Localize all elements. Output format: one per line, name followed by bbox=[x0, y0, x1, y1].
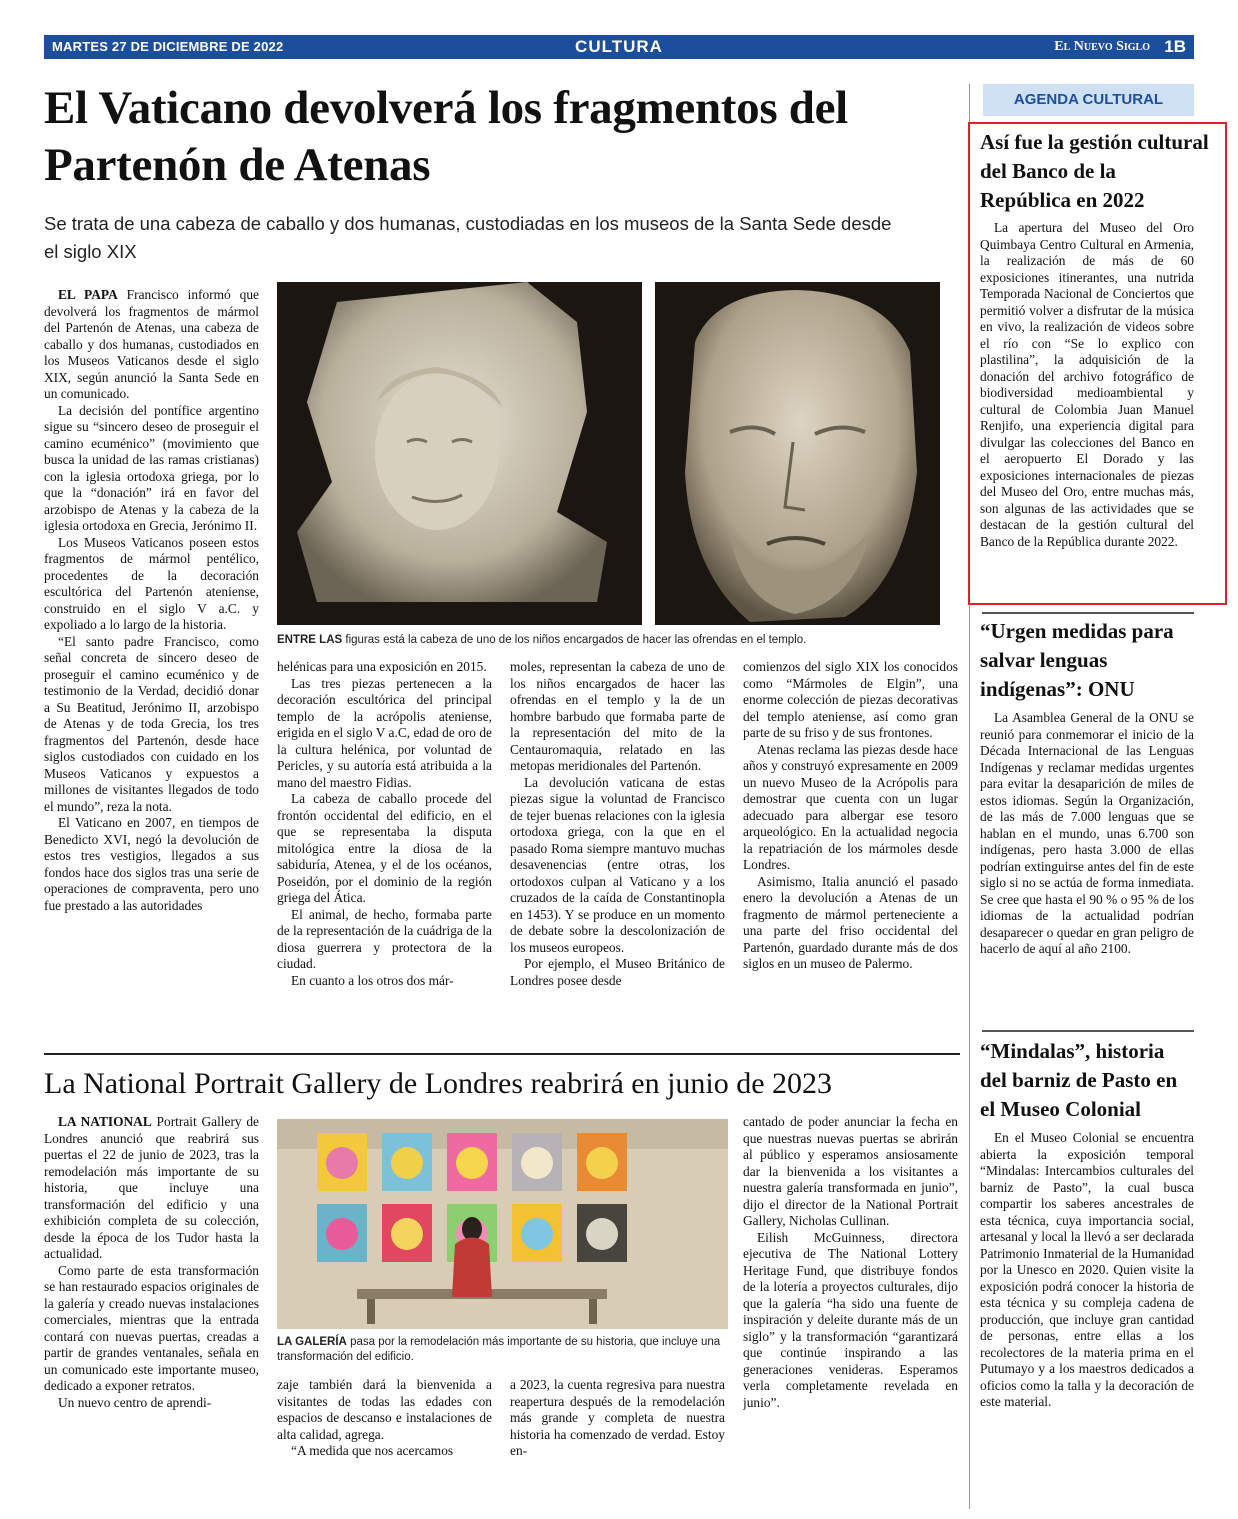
lead-in: LA NATIONAL bbox=[58, 1114, 152, 1129]
paragraph: El animal, de hecho, formaba parte de la representación de la cuádriga de la diosa guerrera y protectora de la ciudad. bbox=[277, 906, 492, 971]
paragraph: La apertura del Museo del Oro Quimbaya Centro Cultural en Armenia, la realización de más de 60 exposiciones itinerantes, una nutrida Temporada Nacional de Conciertos que permitió volver a disfrutar de la música en vivo, la realización de videos sobre el río con “Se lo explico con plastilina”, la adquisición de la donación del archivo fotográfico de biodiversidad medioambiental y cultural de Colombia Juan Manuel Renjifo, una experiencia digital para divulgar las colecciones del Banco en el aeropuerto El Dorado y las exposiciones internacionales de piezas del Museo del Oro, entre muchas más, son algunas de las actividades que se destacan de la gestión cultural del Banco de la República durante 2022. bbox=[980, 220, 1194, 549]
photo-bearded-head bbox=[655, 282, 940, 625]
second-article-column-4 bbox=[743, 1114, 958, 1514]
main-article-column-4 bbox=[743, 659, 958, 1047]
caption-text: figuras está la cabeza de uno de los niños encargados de hacer las ofrendas en el templo. bbox=[345, 634, 807, 646]
paragraph: Las tres piezas pertenecen a la decoración escultórica del principal templo de la acrópolis ateniense, erigida en el siglo V a.C, edad de oro de la cultura helénica, por voluntad de Pericles, y su autoría está atribuida a la mano del maestro Fidias. bbox=[277, 675, 492, 790]
sidebar-divider bbox=[982, 612, 1194, 614]
newspaper-name: El Nuevo Siglo bbox=[1054, 39, 1150, 54]
paragraph: Un nuevo centro de aprendi- bbox=[58, 1394, 212, 1410]
paragraph: La decisión del pontífice argentino sigue su “sincero deseo de proseguir el camino ecuménico” (movimiento que busca la unidad de las ramas cristianas) con la iglesia ortodoxa griega, por lo que la “donación” irá en favor del arzobispo de Atenas y la cabeza de la iglesia ortodoxa en Grecia, Jerónimo II. bbox=[44, 402, 259, 533]
sidebar-item1-title: Así fue la gestión cultural del Banco de la República en 2022 bbox=[980, 130, 1209, 212]
paragraph: Francisco informó que devolverá los fragmentos de mármol del Partenón de Atenas, una cabeza de caballo y dos humanas, custodiados en los Museos Vaticanos desde el siglo XIX, según anunció la Santa Sede en un comunicado. bbox=[44, 287, 259, 401]
second-article-column-1 bbox=[44, 1114, 259, 1514]
main-article-column-3 bbox=[510, 659, 725, 1047]
section-header-bar bbox=[44, 35, 1194, 59]
main-headline: El Vaticano devolverá los fragmentos del Partenón de Atenas bbox=[44, 82, 848, 191]
second-article-column-2 bbox=[277, 1377, 492, 1517]
paragraph: Por ejemplo, el Museo Británico de Londres posee desde bbox=[510, 956, 725, 988]
second-article-column-3 bbox=[510, 1377, 725, 1517]
agenda-label: AGENDA CULTURAL bbox=[983, 84, 1194, 116]
paragraph: La Asamblea General de la ONU se reunió para conmemorar el inicio de la Década Internacional de las Lenguas Indígenas y reclamar medidas urgentes para evitar la desaparición de miles de estos idiomas. Según la Organización, de las más de 7.000 lenguas que se hablan en el mundo, unas 6.700 son indígenas, pero hasta 3.000 de ellas podrían extinguirse antes del fin de este siglo si no se actúa de forma inmediata. Se cree que hasta el 90 % o 95 % de los idiomas de la actualidad podrían desaparecer o quedar en gran peligro de hacerlo de aquí al año 2100. bbox=[980, 710, 1194, 956]
sidebar-divider bbox=[982, 1030, 1194, 1032]
paragraph: Como parte de esta transformación se han restaurado espacios originales de la galería y creado nuevas instalaciones comerciales, mientras que la entrada contará con nuevas puertas, creadas a partir de grandes ventanales, señala en un comunicado este importante museo, dedicado a exponer retratos. bbox=[44, 1262, 259, 1393]
paragraph: En cuanto a los otros dos már- bbox=[291, 972, 454, 988]
main-photo-caption bbox=[277, 633, 957, 648]
paragraph: El Vaticano en 2007, en tiempos de Benedicto XVI, negó la devolución de estos tres vestigios, llegados a sus fondos hace dos siglos tras una serie de operaciones de compraventa, pero uno fue prestado a las autoridades bbox=[44, 815, 259, 913]
lead-in: EL PAPA bbox=[58, 287, 118, 302]
paragraph: Los Museos Vaticanos poseen estos fragmentos de mármol pentélico, procedentes de la decoración escultórica del Partenón ateniense, construido en el siglo V a.C. y expoliado a lo largo de la historia. bbox=[44, 534, 259, 632]
page-number: 1B bbox=[1164, 37, 1186, 56]
article-divider bbox=[44, 1053, 960, 1055]
paragraph: En el Museo Colonial se encuentra abierta la exposición temporal “Mindalas: Intercambios culturales del barniz de Pasto”, la cual busca compartir los saberes ancestrales de esta técnica, cuya importancia social, artesanal y local la llevó a ser declarada Patrimonio Inmaterial de la Humanidad por la Unesco en 2020. Quien visite la exposición podrá conocer la historia de esta técnica y su compleja cadena de producción, que incluye gran cantidad de personas, entre ellas a los recolectores de la materia prima en el Putumayo y a los maestros dedicados a oficios como la talla y la decoración de este material. bbox=[980, 1130, 1194, 1409]
paragraph: cantado de poder anunciar la fecha en que nuestras nuevas puertas se abrirán al público y esperamos ansiosamente dar la bienvenida a los visitantes a nuestra galería transformada en junio”, dijo el director de la National Portrait Gallery, Nicholas Cullinan. bbox=[743, 1114, 958, 1228]
sidebar-item2-body bbox=[980, 710, 1194, 1022]
paragraph: “El santo padre Francisco, como señal concreta de sincero deseo de proseguir el camino ecuménico y de testimonio de la Verdad, decidió donar a Su Beatitud, Jerónimo II, arzobispo de Atenas y de toda Grecia, los tres fragmentos del Partenón, desde hace siglos custodiados con cuidado en los Museos Vaticanos y expuestos a millones de visitantes llegados de todo el mundo”, reza la nota. bbox=[44, 633, 259, 814]
paragraph: La devolución vaticana de estas piezas sigue la voluntad de Francisco de tejer buenas relaciones con la iglesia ortodoxa griega, con la que en el pasado Roma siempre mantuvo muchas desavenencias (entre otras, los ortodoxos culpan al Vaticano y a los cruzados de la caída de Constantinopla en 1453). Y se produce en un momento de debate sobre la descolonización de los museos europeos. bbox=[510, 774, 725, 955]
caption-lead: LA GALERÍA bbox=[277, 1336, 347, 1348]
main-article-column-1 bbox=[44, 287, 259, 1047]
sidebar-item2-title: “Urgen medidas para salvar lenguas indígenas”: ONU bbox=[980, 619, 1174, 701]
paragraph: Portrait Gallery de Londres anunció que reabrirá sus puertas el 22 de junio de 2023, tras la remodelación más importante de su historia, que incluye una transformación del edificio y una exhibición completa de su colección, desde la época de los Tudor hasta la actualidad. bbox=[44, 1114, 259, 1261]
second-headline: La National Portrait Gallery de Londres reabrirá en junio de 2023 bbox=[44, 1067, 833, 1100]
second-photo-caption bbox=[277, 1335, 727, 1365]
paragraph: helénicas para una exposición en 2015. bbox=[277, 659, 487, 674]
paragraph: La cabeza de caballo procede del frontón occidental del edificio, en el que se representaba la disputa mitológica entre la diosa de la sabiduría, Atenea, y el de los océanos, Poseidón, por el dominio de la región griega del Ática. bbox=[277, 791, 492, 905]
issue-date: MARTES 27 DE DICIEMBRE DE 2022 bbox=[52, 39, 284, 54]
paragraph: Eilish McGuinness, directora ejecutiva de The National Lottery Heritage Fund, que distribuye fondos de la lotería a proyectos culturales, dijo que la galería “ha sido una fuente de inspiración y deleite durante más de un siglo” y la transformación “garantizará que continúe inspirando a las generaciones venideras. Esperamos verla completamente revelada en junio”. bbox=[743, 1229, 958, 1410]
paragraph: zaje también dará la bienvenida a visitantes de todas las edades con espacios de descanso e instalaciones de alta calidad, agrega. bbox=[277, 1377, 492, 1442]
caption-lead: ENTRE LAS bbox=[277, 634, 343, 646]
paragraph: Atenas reclama las piezas desde hace años y construyó expresamente en 2009 un nuevo Museo de la Acrópolis para demostrar que cuenta con un lugar adecuado para albergar ese tesoro arqueológico. En la actualidad negocia la repatriación de los mármoles desde Londres. bbox=[743, 741, 958, 872]
paragraph: Asimismo, Italia anunció el pasado enero la devolución a Atenas de un fragmento de mármol perteneciente a una parte del friso occidental del Partenón, guardado durante más de dos siglos en un museo de Palermo. bbox=[743, 873, 958, 971]
section-name: CULTURA bbox=[575, 37, 663, 56]
main-subheadline: Se trata de una cabeza de caballo y dos humanas, custodiadas en los museos de la Santa Sede desde el siglo XIX bbox=[44, 213, 892, 262]
photo-gallery-warhol bbox=[277, 1119, 728, 1329]
paragraph: moles, representan la cabeza de uno de los niños encargados de hacer las ofrendas en el templo y la de un hombre barbudo que formaba parte de la representación del mito de la Centauromaquia, relatado en las metopas meridionales del Partenón. bbox=[510, 659, 725, 773]
sidebar-item1-body bbox=[980, 220, 1194, 600]
paragraph: “A medida que nos acercamos bbox=[291, 1443, 454, 1458]
main-article-column-2 bbox=[277, 659, 492, 1047]
caption-text: pasa por la remodelación más importante de su historia, que incluye una transformación del edificio. bbox=[277, 1336, 721, 1363]
paragraph: a 2023, la cuenta regresiva para nuestra reapertura después de la remodelación más grande y completa de nuestra historia ha comenzado de verdad. Estoy en- bbox=[510, 1377, 725, 1458]
paragraph: comienzos del siglo XIX los conocidos como “Mármoles de Elgin”, una enorme colección de piezas decorativas del templo ateniense, así como gran parte de su friso y de sus frontones. bbox=[743, 659, 958, 740]
photo-child-head bbox=[277, 282, 642, 625]
sidebar-item3-title: “Mindalas”, historia del barniz de Pasto en el Museo Colonial bbox=[980, 1039, 1178, 1121]
sidebar-item3-body bbox=[980, 1130, 1194, 1515]
